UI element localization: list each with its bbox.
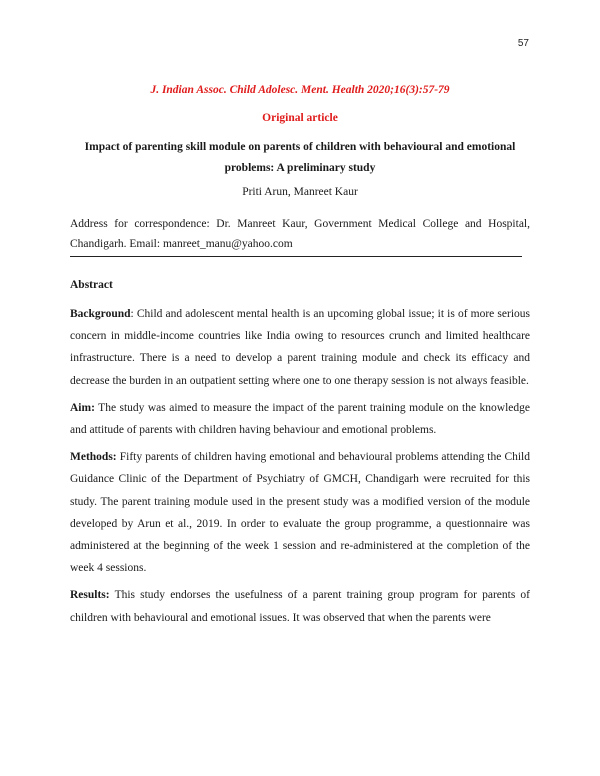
background-text: Child and adolescent mental health is an upcoming global issue; it is of more serious concern in middle-income countries like India owing to resources crunch and limited healthcare infrastructure. There is a need to develop a parent training module and check its efficacy and decrease the burden in an outpatient setting where one to one therapy session is not always feasible. — [70, 308, 530, 387]
background-label: Background — [70, 308, 131, 320]
results-label: Results: — [70, 589, 110, 602]
results-text: This study endorses the usefulness of a parent training group program for parents of children with behavioural and emotional issues. It was observed that when the parents were — [70, 589, 531, 624]
abstract-background: Background: Child and adolescent mental health is an upcoming global issue; it is of more serious concern in middle-income countries like India owing to resources crunch and limited healthcare infrastructure. There is a need to develop a parent training module and check its efficacy and decrease the burden in an outpatient setting where one to one therapy session is not always feasible. — [70, 308, 530, 387]
abstract-aim — [70, 397, 530, 441]
aim-label: Aim: — [70, 401, 95, 414]
correspondence-address: Address for correspondence: Dr. Manreet Kaur, Government Medical College and Hospital, Chandigarh. Email: manreet_manu@yahoo.com — [70, 218, 530, 250]
methods-label: Methods: — [70, 451, 117, 464]
methods-text: Fifty parents of children having emotional and behavioural problems attending the Child Guidance Clinic of the Department of Psychiatry of GMCH, Chandigarh were recruited for this study. The parent training module used in the present study was a modified version of the module developed by Arun et al., 2019. In order to evaluate the group programme, a questionnaire was administered at the beginning of the week 1 session and re-administered at the completion of the week 4 sessions. — [70, 451, 531, 575]
abstract-results — [70, 584, 530, 628]
authors: Priti Arun, Manreet Kaur — [242, 186, 358, 198]
page-number: 57 — [517, 38, 529, 49]
article-type: Original article — [262, 112, 338, 124]
abstract-heading: Abstract — [70, 279, 113, 291]
aim-text: The study was aimed to measure the impact of the parent training module on the knowledge and attitude of parents with children having behaviour and emotional problems. — [70, 401, 530, 437]
abstract-body — [70, 303, 530, 634]
article-title: Impact of parenting skill module on parents of children with behavioural and emotional problems: A preliminary study — [84, 141, 516, 174]
abstract-methods — [70, 446, 530, 579]
journal-citation: J. Indian Assoc. Child Adolesc. Ment. Health 2020;16(3):57-79 — [150, 84, 450, 96]
divider — [70, 256, 522, 257]
